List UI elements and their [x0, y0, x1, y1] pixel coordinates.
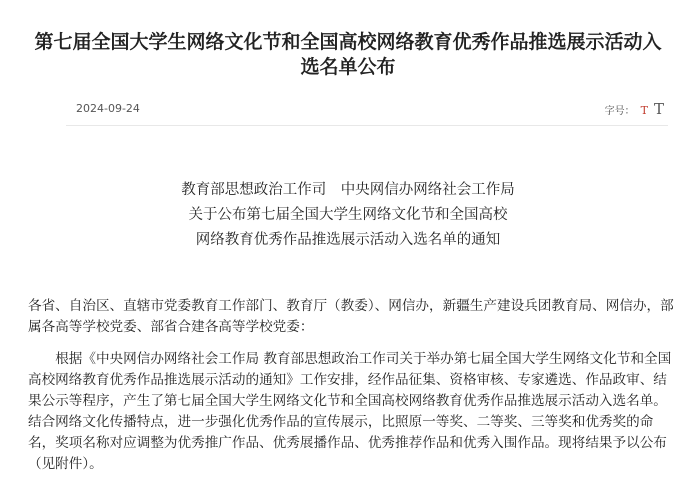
font-size-large-button[interactable]: T: [653, 100, 664, 118]
meta-divider: [66, 125, 668, 126]
font-size-control: [605, 100, 664, 118]
salutation: 各省、自治区、直辖市党委教育工作部门、教育厅（教委）、网信办，新疆生产建设兵团教育局、网信办，部属各高等学校党委、部省合建各高等学校党委：: [28, 298, 674, 335]
article-title-line-1: 第七届全国大学生网络文化节和全国高校网络教育优秀作品推选展示活动入: [34, 31, 662, 53]
article-title: [30, 30, 666, 80]
notice-subject-line-2: 网络教育优秀作品推选展示活动入选名单的通知: [195, 232, 501, 248]
article-title-line-2: 选名单公布: [300, 56, 396, 78]
publish-date: 2024-09-24: [76, 102, 140, 115]
notice-issuers: 教育部思想政治工作司 中央网信办网络社会工作局: [181, 182, 515, 198]
article-body: [28, 296, 674, 486]
font-size-label: 字号：: [604, 106, 635, 117]
font-size-small-button[interactable]: T: [640, 104, 648, 117]
body-paragraph: 根据《中央网信办网络社会工作局 教育部思想政治工作司关于举办第七届全国大学生网络文化节和全国高校网络教育优秀作品推选展示活动的通知》工作安排，经作品征集、资格审核、专家遴选、作品政审、结果公示等程序，产生了第七届全国大学生网络文化节和全国高校网络教育优秀作品推选展示活动入选名单。结合网络文化传播特点，进一步强化优秀作品的宣传展示，比照原一等奖、二等奖、三等奖和优秀奖的命名，奖项名称对应调整为优秀推广作品、优秀展播作品、优秀推荐作品和优秀入围作品。现将结果予以公布（见附件）。: [28, 351, 672, 472]
article-meta-bar: [70, 100, 666, 120]
notice-subject-line-1: 关于公布第七届全国大学生网络文化节和全国高校: [188, 207, 508, 223]
notice-header: [0, 178, 696, 253]
